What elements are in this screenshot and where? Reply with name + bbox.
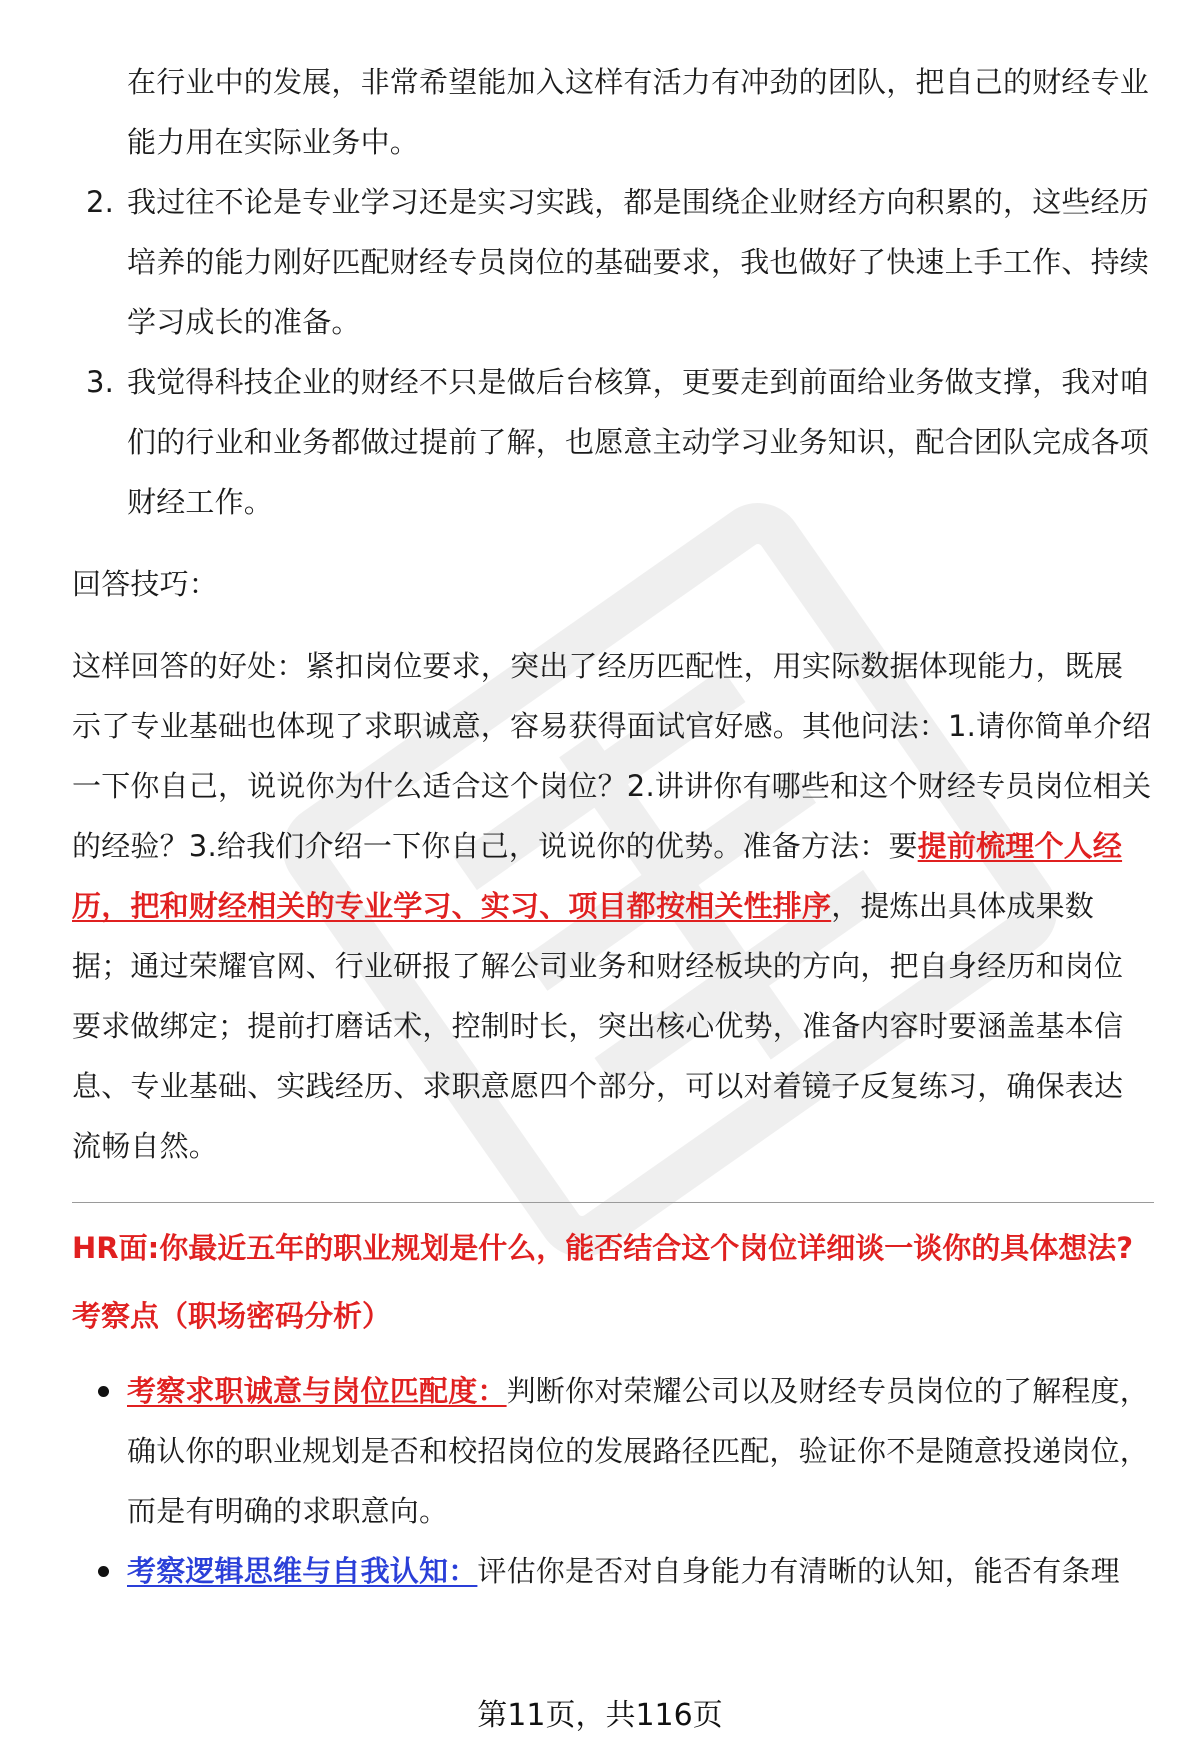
tips-text-after: ，提炼出具体成果数据；通过荣耀官网、行业研报了解公司业务和财经板块的方向，把自身经历和岗位要求做绑定；提前打磨话术，控制时长，突出核心优势，准备内容时要涵盖基本信息、专业基础、实践经历、求职意愿四个部分，可以对着镜子反复练习，确保表达流畅自然。 [72,889,1124,1163]
analysis-point-2 [72,1541,1152,1601]
tips-label: 回答技巧： [72,567,219,601]
list-number: 2. [86,185,115,219]
ordered-list-item-3 [72,352,1152,532]
list-item-text: 我觉得科技企业的财经不只是做后台核算，更要走到前面给业务做支撑，我对咱们的行业和业务都做过提前了解，也愿意主动学习业务知识，配合团队完成各项财经工作。 [127,365,1150,519]
page-number: 第11页，共116页 [477,1698,723,1733]
tips-body [72,636,1152,1176]
question-heading: HR面:你最近五年的职业规划是什么，能否结合这个岗位详细谈一谈你的具体想法? [72,1231,1134,1265]
tips-highlight: 提前梳理个人经历，把和财经相关的专业学习、实习、项目都按相关性排序 [72,829,1123,923]
analysis-point-text: 判断你对荣耀公司以及财经专员岗位的了解程度，确认你的职业规划是否和校招岗位的发展路径匹配，验证你不是随意投递岗位，而是有明确的求职意向。 [127,1374,1150,1528]
analysis-heading: 考察点（职场密码分析） [72,1299,392,1333]
list-item-text: 我过往不论是专业学习还是实习实践，都是围绕企业财经方向积累的，这些经历培养的能力刚好匹配财经专员岗位的基础要求，我也做好了快速上手工作、持续学习成长的准备。 [127,185,1150,339]
section-divider [72,1202,1154,1203]
list-number: 3. [86,365,115,399]
list-item-continuation: 在行业中的发展，非常希望能加入这样有活力有冲劲的团队，把自己的财经专业能力用在实际业务中。 [127,65,1150,159]
bullet-dot [98,1386,109,1397]
ordered-list-item-2 [72,172,1152,352]
analysis-point-label: 考察求职诚意与岗位匹配度： [127,1374,507,1408]
analysis-point-label: 考察逻辑思维与自我认知： [127,1554,478,1588]
analysis-point-text: 评估你是否对自身能力有清晰的认知，能否有条理 [477,1554,1120,1588]
tips-text-before: 这样回答的好处：紧扣岗位要求，突出了经历匹配性，用实际数据体现能力，既展示了专业基础也体现了求职诚意，容易获得面试官好感。其他问法：1.请你简单介绍一下你自己，说说你为什么适合这个岗位？2.讲讲你有哪些和这个财经专员岗位相关的经验？3.给我们介绍一下你自己，说说你的优势。准备方法：要 [72,649,1152,863]
bullet-dot [98,1566,109,1577]
analysis-point-1 [72,1361,1152,1541]
document-content [72,52,1152,1601]
